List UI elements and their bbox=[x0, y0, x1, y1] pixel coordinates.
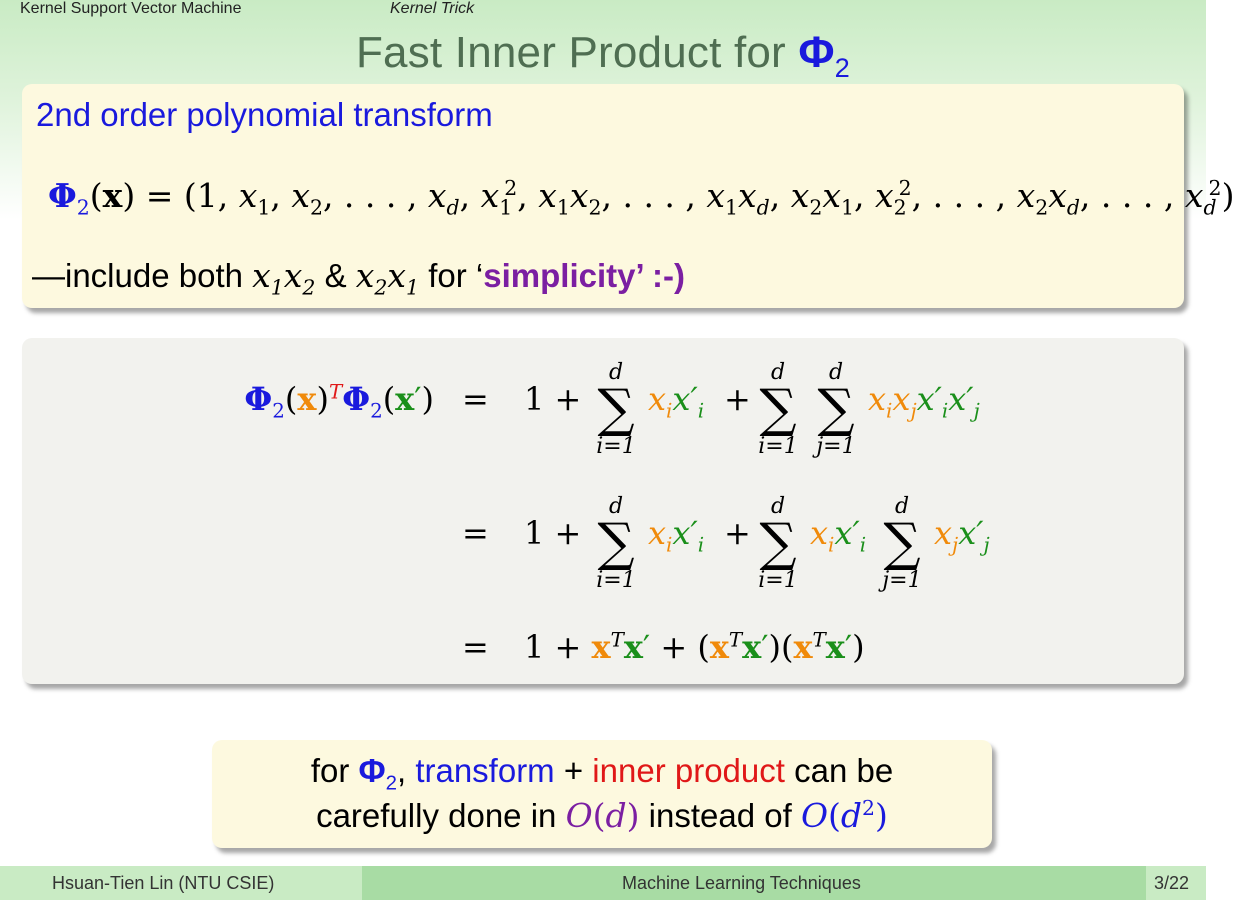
slide-title bbox=[0, 28, 1206, 84]
derivation-row-2: = 1 + d ∑ i=1 $x_ix'_i$ + d ∑ i=1 $x_ix'_i$ d ∑ j=1 $x_jx'_j$ bbox=[462, 494, 990, 593]
footer-author: Hsuan-Tien Lin (NTU CSIE) bbox=[52, 873, 275, 893]
transform-definition-box bbox=[22, 84, 1234, 308]
lhs-expression: $\Phi_2(x)^T\Phi_2(x')$ bbox=[244, 380, 434, 423]
phi2-formula-rest: (x) = (1, $x_1$, $x_2$, . . . , $x_d$, $x_1^2$, $x_1x_2$, . . . , $x_1x_d$, $x_2x_1$, $x_2^2$, . . . , $x_2x_d$, . . . , $x_d^2$) bbox=[89, 176, 1234, 220]
sum-j-1: d ∑ j=1 bbox=[816, 360, 856, 459]
conclusion-transform: transform bbox=[415, 752, 555, 789]
header-section: Kernel Support Vector Machine bbox=[20, 0, 242, 17]
sum-j-2: d ∑ j=1 bbox=[882, 494, 922, 593]
conclusion-box bbox=[212, 740, 992, 848]
footer-course: Machine Learning Techniques bbox=[622, 873, 861, 893]
derivation-row-3: = $1 + x^Tx' + (x^Tx')(x^Tx')$ bbox=[462, 628, 865, 666]
header-subsection: Kernel Trick bbox=[390, 0, 475, 17]
inner-product-derivation-box bbox=[22, 338, 1184, 684]
sum-i-3: d ∑ i=1 bbox=[596, 494, 636, 593]
conclusion-inner-product: inner product bbox=[592, 752, 785, 789]
title-text: Fast Inner Product for bbox=[355, 28, 799, 77]
conclusion-line-1: for $\Phi_2$, transform + inner product can be bbox=[310, 752, 894, 795]
footer-bar bbox=[0, 866, 1206, 900]
box1-note: —include both $x_1x_2$ & $x_2x_1$ for ‘simplicity’ :-) bbox=[32, 256, 685, 300]
note-term-x1x2: $x_1x_2$ bbox=[252, 256, 316, 300]
equals-1: = bbox=[462, 380, 489, 418]
sum-i-4: d ∑ i=1 bbox=[758, 494, 798, 593]
phi2-symbol: $\Phi_2$ bbox=[48, 176, 90, 220]
equals-2: = bbox=[462, 514, 489, 552]
sum-i-1: d ∑ i=1 bbox=[596, 360, 636, 459]
note-simplicity: simplicity bbox=[483, 257, 636, 294]
equals-3: = bbox=[462, 628, 489, 666]
header-bar bbox=[0, 0, 1206, 22]
derivation-row-1: $\Phi_2(x)^T\Phi_2(x')$ = 1 + d ∑ i=1 $x_ix'_i$ + d ∑ i=1 d ∑ j=1 $x_ix_jx'_ix'_j$ bbox=[244, 360, 980, 459]
title-phi: Φ bbox=[798, 28, 835, 77]
complexity-od: O(d) bbox=[565, 796, 640, 835]
box1-heading: 2nd order polynomial transform bbox=[36, 96, 493, 133]
footer-page: 3/22 bbox=[1154, 873, 1190, 893]
conclusion-line-2: carefully done in O(d) instead of $O(d^2)$ bbox=[316, 796, 888, 835]
note-term-x2x1: $x_2x_1$ bbox=[355, 256, 420, 300]
phi2-formula bbox=[48, 176, 1234, 220]
complexity-od2: $O(d^2)$ bbox=[800, 796, 888, 835]
sum-i-2: d ∑ i=1 bbox=[758, 360, 798, 459]
title-phi-sub: 2 bbox=[834, 51, 851, 83]
